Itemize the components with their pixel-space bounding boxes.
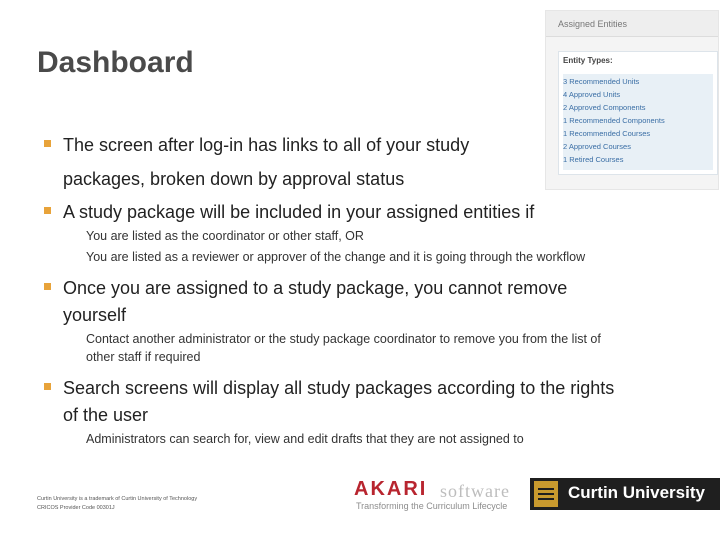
akari-logo-software: software xyxy=(440,481,510,501)
akari-logo-word: AKARI xyxy=(354,478,428,500)
sub-bullet-text: Contact another administrator or the study package coordinator to remove you from the list of xyxy=(86,332,601,346)
bullet-text: Once you are assigned to a study package, you cannot remove xyxy=(63,278,568,298)
cricos-code: CRICOS Provider Code 00301J xyxy=(37,505,115,511)
curtin-logo xyxy=(530,478,720,510)
bullet-text: Search screens will display all study packages according to the rights xyxy=(63,378,615,398)
sub-bullet-text: other staff if required xyxy=(86,350,201,364)
curtin-crest-icon xyxy=(534,481,558,507)
assigned-entities-screenshot xyxy=(545,10,719,190)
akari-tagline: Transforming the Curriculum Lifecycle xyxy=(356,501,508,511)
sub-bullet-text: Administrators can search for, view and edit drafts that they are not assigned to xyxy=(86,432,524,446)
entity-link[interactable]: 2 Approved Components xyxy=(563,103,646,112)
entity-types-title: Entity Types: xyxy=(563,56,613,65)
entity-link[interactable]: 4 Approved Units xyxy=(563,90,621,99)
bullet-marker xyxy=(44,207,51,214)
bullet-text: of the user xyxy=(63,405,149,425)
slide-title: Dashboard xyxy=(37,46,194,79)
entity-link[interactable]: 1 Recommended Components xyxy=(563,116,665,125)
entity-link[interactable]: 2 Approved Courses xyxy=(563,142,631,151)
entity-link[interactable]: 1 Recommended Courses xyxy=(563,129,651,138)
bullet-text: The screen after log-in has links to all of your study xyxy=(63,135,470,155)
bullet-marker xyxy=(44,140,51,147)
bullet-text: packages, broken down by approval status xyxy=(63,169,405,189)
panel-header: Assigned Entities xyxy=(546,11,718,37)
sub-bullet-text: You are listed as the coordinator or other staff, OR xyxy=(86,229,364,243)
bullet-text: yourself xyxy=(63,305,127,325)
sub-bullet-text: You are listed as a reviewer or approver of the change and it is going through the workflow xyxy=(86,250,586,264)
entity-link[interactable]: 3 Recommended Units xyxy=(563,77,640,86)
curtin-name: Curtin University xyxy=(568,483,705,502)
trademark-note: Curtin University is a trademark of Curtin University of Technology xyxy=(37,496,198,502)
entity-link[interactable]: 1 Retired Courses xyxy=(563,155,624,164)
entity-types-list xyxy=(563,74,713,170)
entity-types-box xyxy=(558,51,718,175)
bullet-marker xyxy=(44,383,51,390)
bullet-text: A study package will be included in your assigned entities if xyxy=(63,202,535,222)
bullet-marker xyxy=(44,283,51,290)
